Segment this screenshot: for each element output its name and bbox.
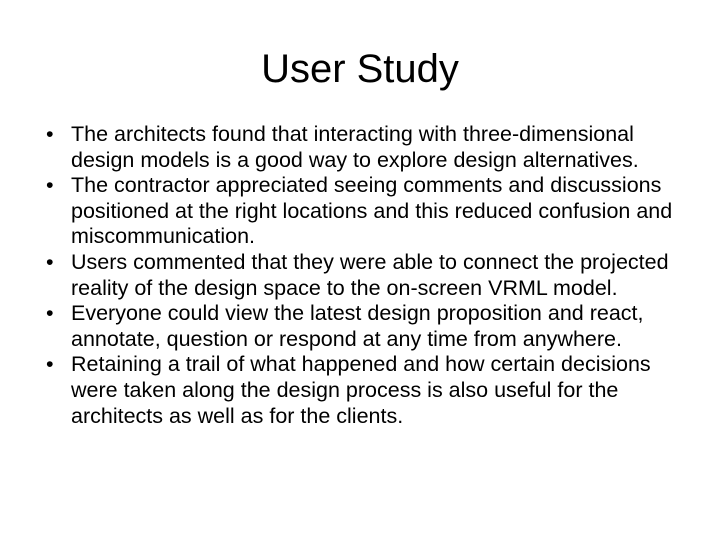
bullet-text: Users commented that they were able to connect the projected reality of the design space to the on-screen VRML model. xyxy=(71,249,669,300)
bullet-item xyxy=(46,173,676,250)
bullet-text: Retaining a trail of what happened and how certain decisions were taken along the design process is also useful for the architects as well as for the clients. xyxy=(71,352,651,428)
bullet-text: The architects found that interacting with three-dimensional design models is a good way to explore design alternatives. xyxy=(71,122,639,172)
bullet-item xyxy=(46,250,676,301)
bullet-marker: • xyxy=(46,173,54,198)
bullet-item xyxy=(46,352,676,429)
bullet-list xyxy=(46,122,676,429)
bullet-text: The contractor appreciated seeing comments and discussions positioned at the right locations and this reduced confusion and miscommunication. xyxy=(71,173,673,249)
bullet-marker: • xyxy=(46,122,54,146)
slide-title: User Study xyxy=(261,47,459,91)
bullet-marker: • xyxy=(46,352,54,377)
bullet-marker: • xyxy=(46,249,54,274)
bullet-item xyxy=(46,122,676,173)
bullet-text: Everyone could view the latest design proposition and react, annotate, question or respond at any time from anywhere. xyxy=(71,301,644,351)
bullet-marker: • xyxy=(46,301,54,326)
bullet-item xyxy=(46,301,676,352)
